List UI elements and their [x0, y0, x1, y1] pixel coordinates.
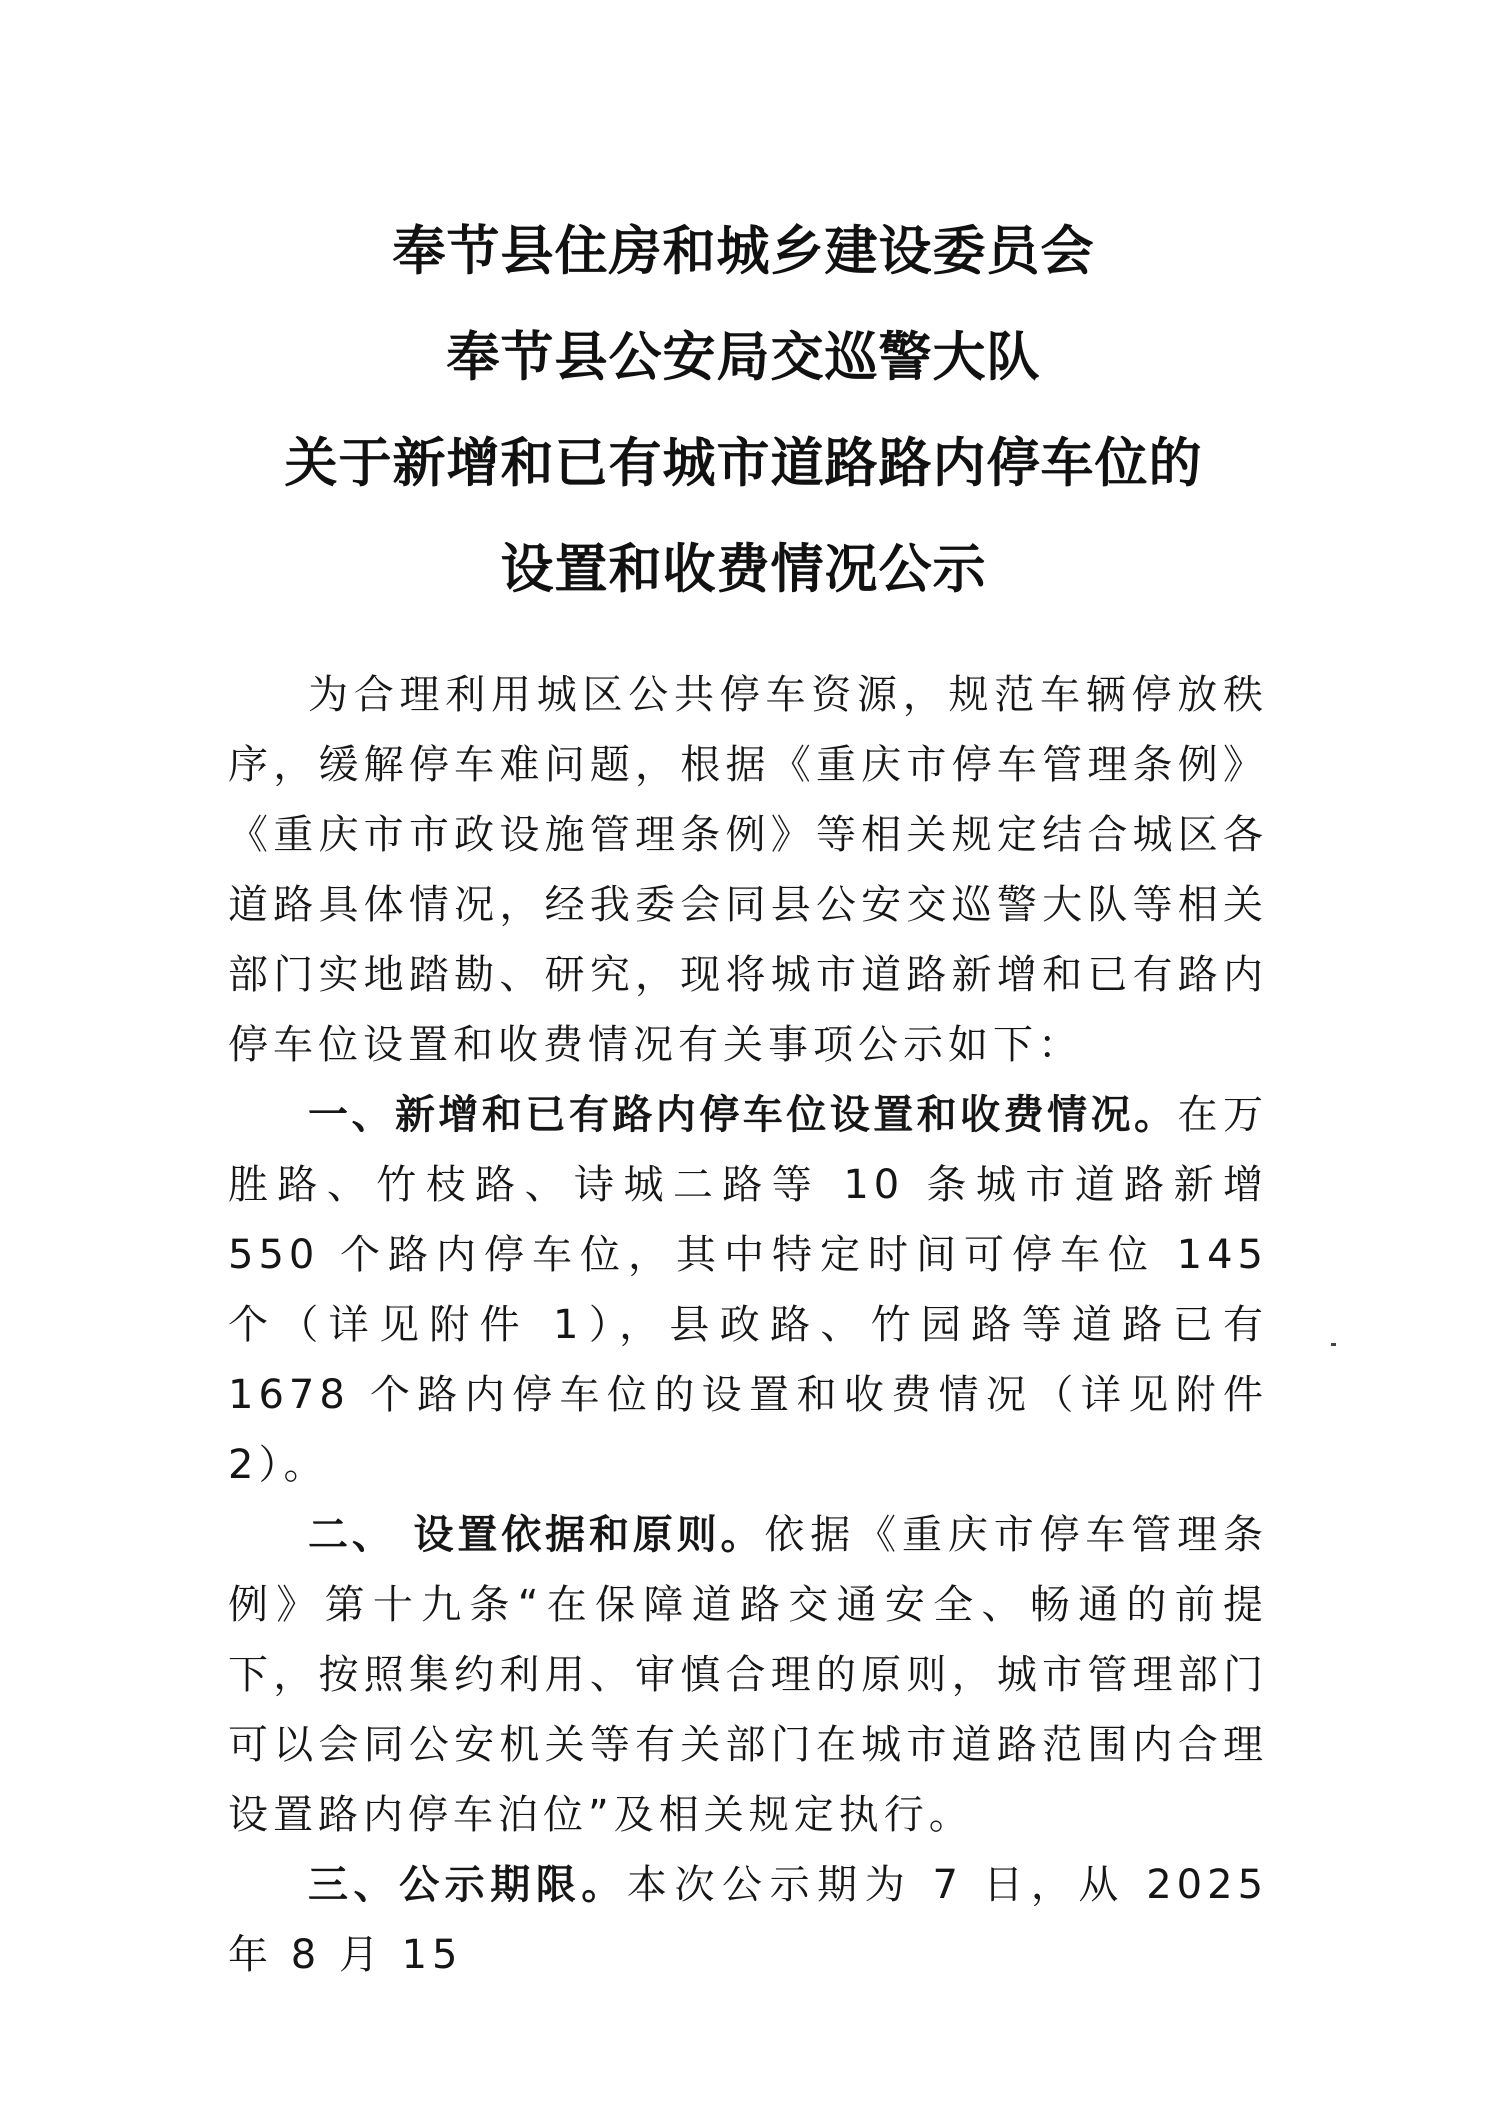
section-3-heading: 三、公示期限。 — [308, 1861, 627, 1908]
section-2-heading: 二、 设置依据和原则。 — [308, 1511, 765, 1558]
document-title — [0, 198, 1487, 622]
section-2-text: 依据《重庆市停车管理条例》第十九条“在保障道路交通安全、畅通的前提下，按照集约利用、审慎合理的原则，城市管理部门可以会同公安机关等有关部门在城市道路范围内合理设置路内停车泊位”及相关规定执行。 — [228, 1512, 1268, 1838]
paragraph-intro-text: 为合理利用城区公共停车资源，规范车辆停放秩序，缓解停车难问题，根据《重庆市停车管理条例》《重庆市市政设施管理条例》等相关规定结合城区各道路具体情况，经我委会同县公安交巡警大队等相关部门实地踏勘、研究，现将城市道路新增和已有路内停车位设置和收费情况有关事项公示如下： — [228, 672, 1268, 1068]
section-3-text: 本次公示期为 7 日，从 2025 年 8 月 15 — [228, 1862, 1269, 1978]
paragraph-section-1 — [228, 1080, 1268, 1500]
section-1-heading: 一、新增和已有路内停车位设置和收费情况。 — [308, 1091, 1178, 1138]
paragraph-intro — [228, 660, 1268, 1080]
title-line-1: 奉节县住房和城乡建设委员会 — [392, 220, 1095, 282]
section-1-text: 在万胜路、竹枝路、诗城二路等 10 条城市道路新增 550 个路内停车位，其中特定时间可停车位 145 个（详见附件 1），县政路、竹园路等道路已有 1678 个路内停车位的设置和收费情况（详见附件 2）。 — [228, 1092, 1269, 1488]
document-body — [228, 660, 1268, 1990]
paragraph-section-2 — [228, 1500, 1268, 1850]
title-line-4: 设置和收费情况公示 — [500, 538, 987, 600]
paragraph-section-3 — [228, 1850, 1268, 1990]
title-line-2: 奉节县公安局交巡警大队 — [446, 326, 1041, 388]
title-line-3: 关于新增和已有城市道路路内停车位的 — [284, 432, 1203, 494]
scan-speck — [1331, 1343, 1336, 1346]
